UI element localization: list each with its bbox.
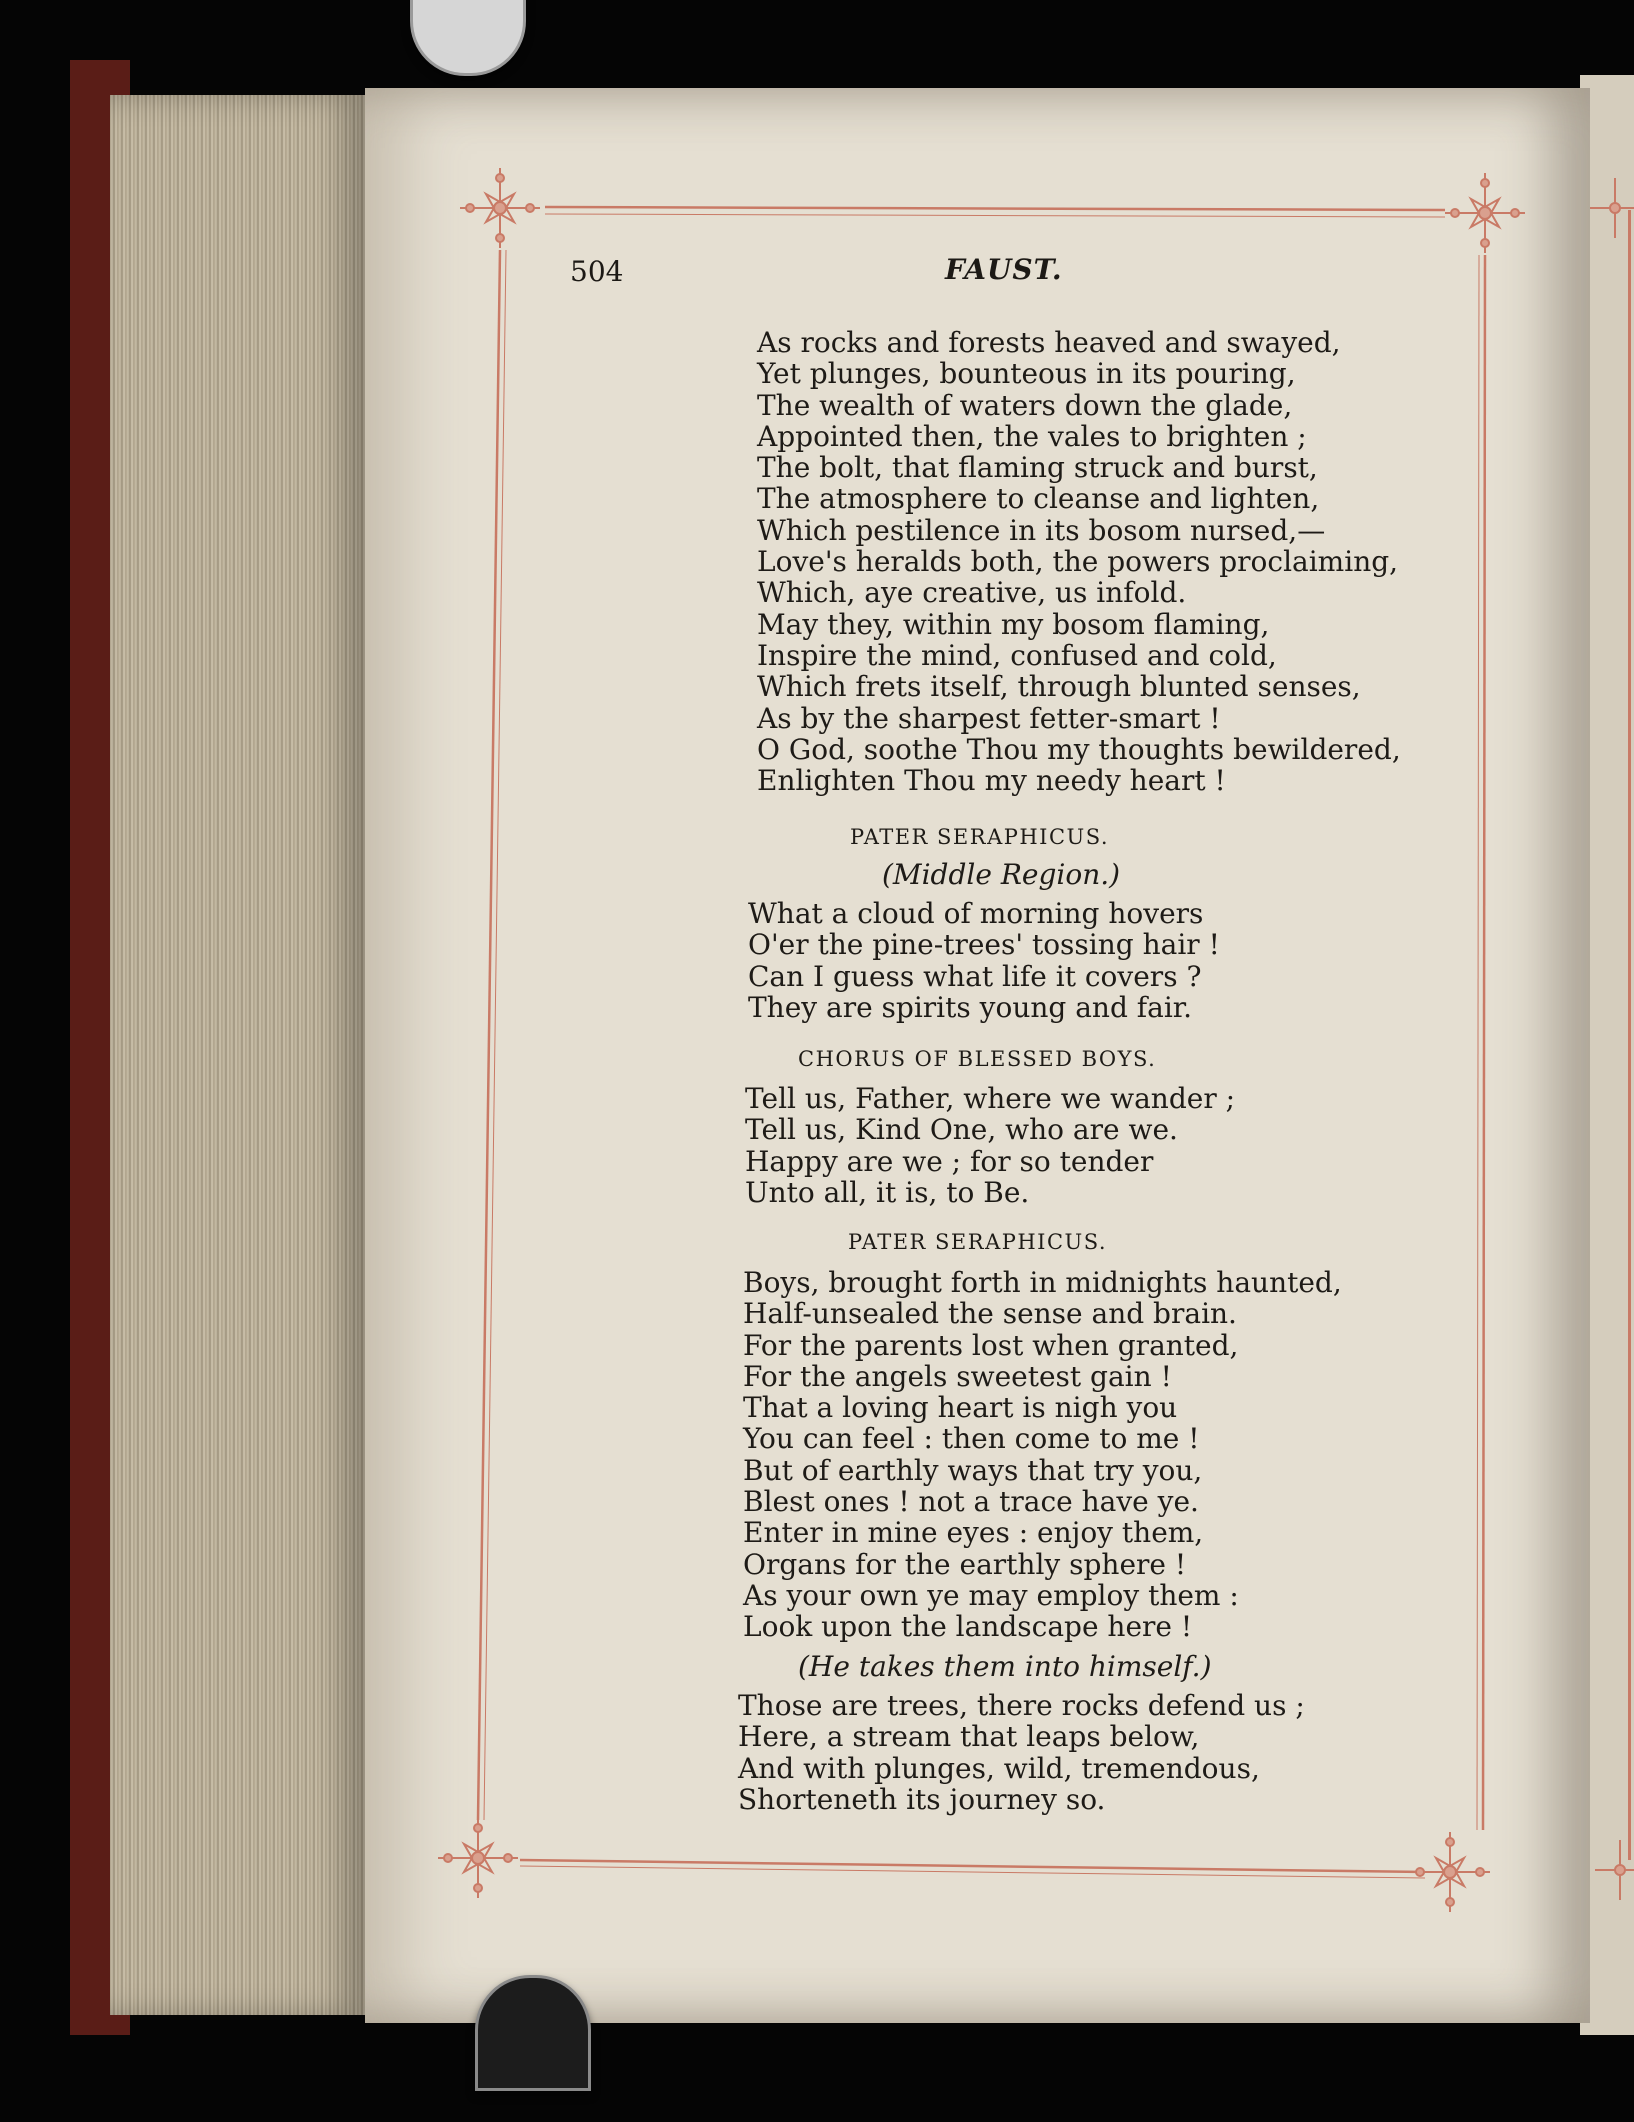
verse-line: Blest ones ! not a trace have ye. — [743, 1485, 1199, 1519]
stage-direction: (Middle Region.) — [882, 858, 1121, 891]
verse-line: Happy are we ; for so tender — [745, 1144, 1154, 1178]
speaker-heading: PATER SERAPHICUS. — [848, 1230, 1108, 1254]
ornament-top-left — [460, 168, 540, 248]
ornament-bottom-left — [438, 1818, 518, 1898]
verse-line: Can I guess what life it covers ? — [748, 959, 1202, 993]
verse-line: Look upon the landscape here ! — [743, 1610, 1193, 1644]
verse-line: O'er the pine-trees' tossing hair ! — [748, 928, 1220, 962]
stage-direction: (He takes them into himself.) — [798, 1650, 1212, 1683]
verse-line: Which frets itself, through blunted senses, — [757, 670, 1361, 704]
verse-line: And with plunges, wild, tremendous, — [738, 1751, 1260, 1785]
verse-line: Half-unsealed the sense and brain. — [743, 1297, 1237, 1331]
verse-line: The atmosphere to cleanse and lighten, — [757, 482, 1320, 516]
ornament-bottom-right — [1410, 1832, 1490, 1912]
stanza-1 — [757, 327, 1401, 796]
verse-line: O God, soothe Thou my thoughts bewildered, — [757, 732, 1401, 766]
speaker-heading: PATER SERAPHICUS. — [850, 825, 1110, 849]
verse-line: Inspire the mind, confused and cold, — [757, 638, 1277, 672]
stanza-4 — [743, 1267, 1342, 1643]
verse-line: Yet plunges, bounteous in its pouring, — [757, 357, 1296, 391]
verse-line: As by the sharpest fetter-smart ! — [757, 701, 1221, 735]
verse-line: For the parents lost when granted, — [743, 1328, 1239, 1362]
verse-line: Boys, brought forth in midnights haunted, — [743, 1266, 1342, 1299]
verse-line: Love's heralds both, the powers proclaiming, — [757, 545, 1399, 579]
verse-line: May they, within my bosom flaming, — [757, 607, 1270, 641]
verse-line: Which pestilence in its bosom nursed,— — [757, 513, 1326, 547]
verse-line: The bolt, that flaming struck and burst, — [757, 451, 1318, 485]
running-title: FAUST. — [945, 253, 1063, 286]
ornament-top-right — [1445, 173, 1525, 253]
verse-line: But of earthly ways that try you, — [743, 1453, 1203, 1487]
verse-line: Which, aye creative, us infold. — [757, 576, 1187, 610]
verse-line: Here, a stream that leaps below, — [738, 1720, 1200, 1754]
speaker-heading: CHORUS OF BLESSED BOYS. — [798, 1047, 1157, 1071]
verse-line: Tell us, Kind One, who are we. — [745, 1113, 1178, 1147]
stanza-3 — [745, 1083, 1235, 1208]
verse-line: For the angels sweetest gain ! — [743, 1359, 1172, 1393]
ornament-facing-page — [1590, 178, 1634, 238]
verse-line: Shorteneth its journey so. — [738, 1782, 1106, 1816]
verse-line: That a loving heart is nigh you — [743, 1391, 1178, 1425]
page-number: 504 — [570, 255, 624, 288]
verse-line: What a cloud of morning hovers — [748, 897, 1204, 930]
verse-line: They are spirits young and fair. — [748, 990, 1192, 1024]
verse-line: Unto all, it is, to Be. — [745, 1175, 1030, 1209]
verse-line: The wealth of waters down the glade, — [757, 388, 1293, 422]
stanza-5 — [738, 1690, 1305, 1815]
ornament-facing-page-bottom — [1595, 1840, 1634, 1900]
verse-line: Appointed then, the vales to brighten ; — [757, 419, 1307, 453]
stanza-2 — [748, 898, 1220, 1023]
verse-line: Tell us, Father, where we wander ; — [745, 1082, 1236, 1115]
verse-line: You can feel : then come to me ! — [743, 1422, 1200, 1456]
verse-line: As your own ye may employ them : — [743, 1578, 1239, 1612]
verse-line: Organs for the earthly sphere ! — [743, 1547, 1187, 1581]
verse-line: Those are trees, there rocks defend us ; — [738, 1689, 1305, 1722]
verse-line: Enter in mine eyes : enjoy them, — [743, 1516, 1204, 1550]
verse-line: As rocks and forests heaved and swayed, — [757, 326, 1341, 359]
verse-line: Enlighten Thou my needy heart ! — [757, 764, 1226, 798]
